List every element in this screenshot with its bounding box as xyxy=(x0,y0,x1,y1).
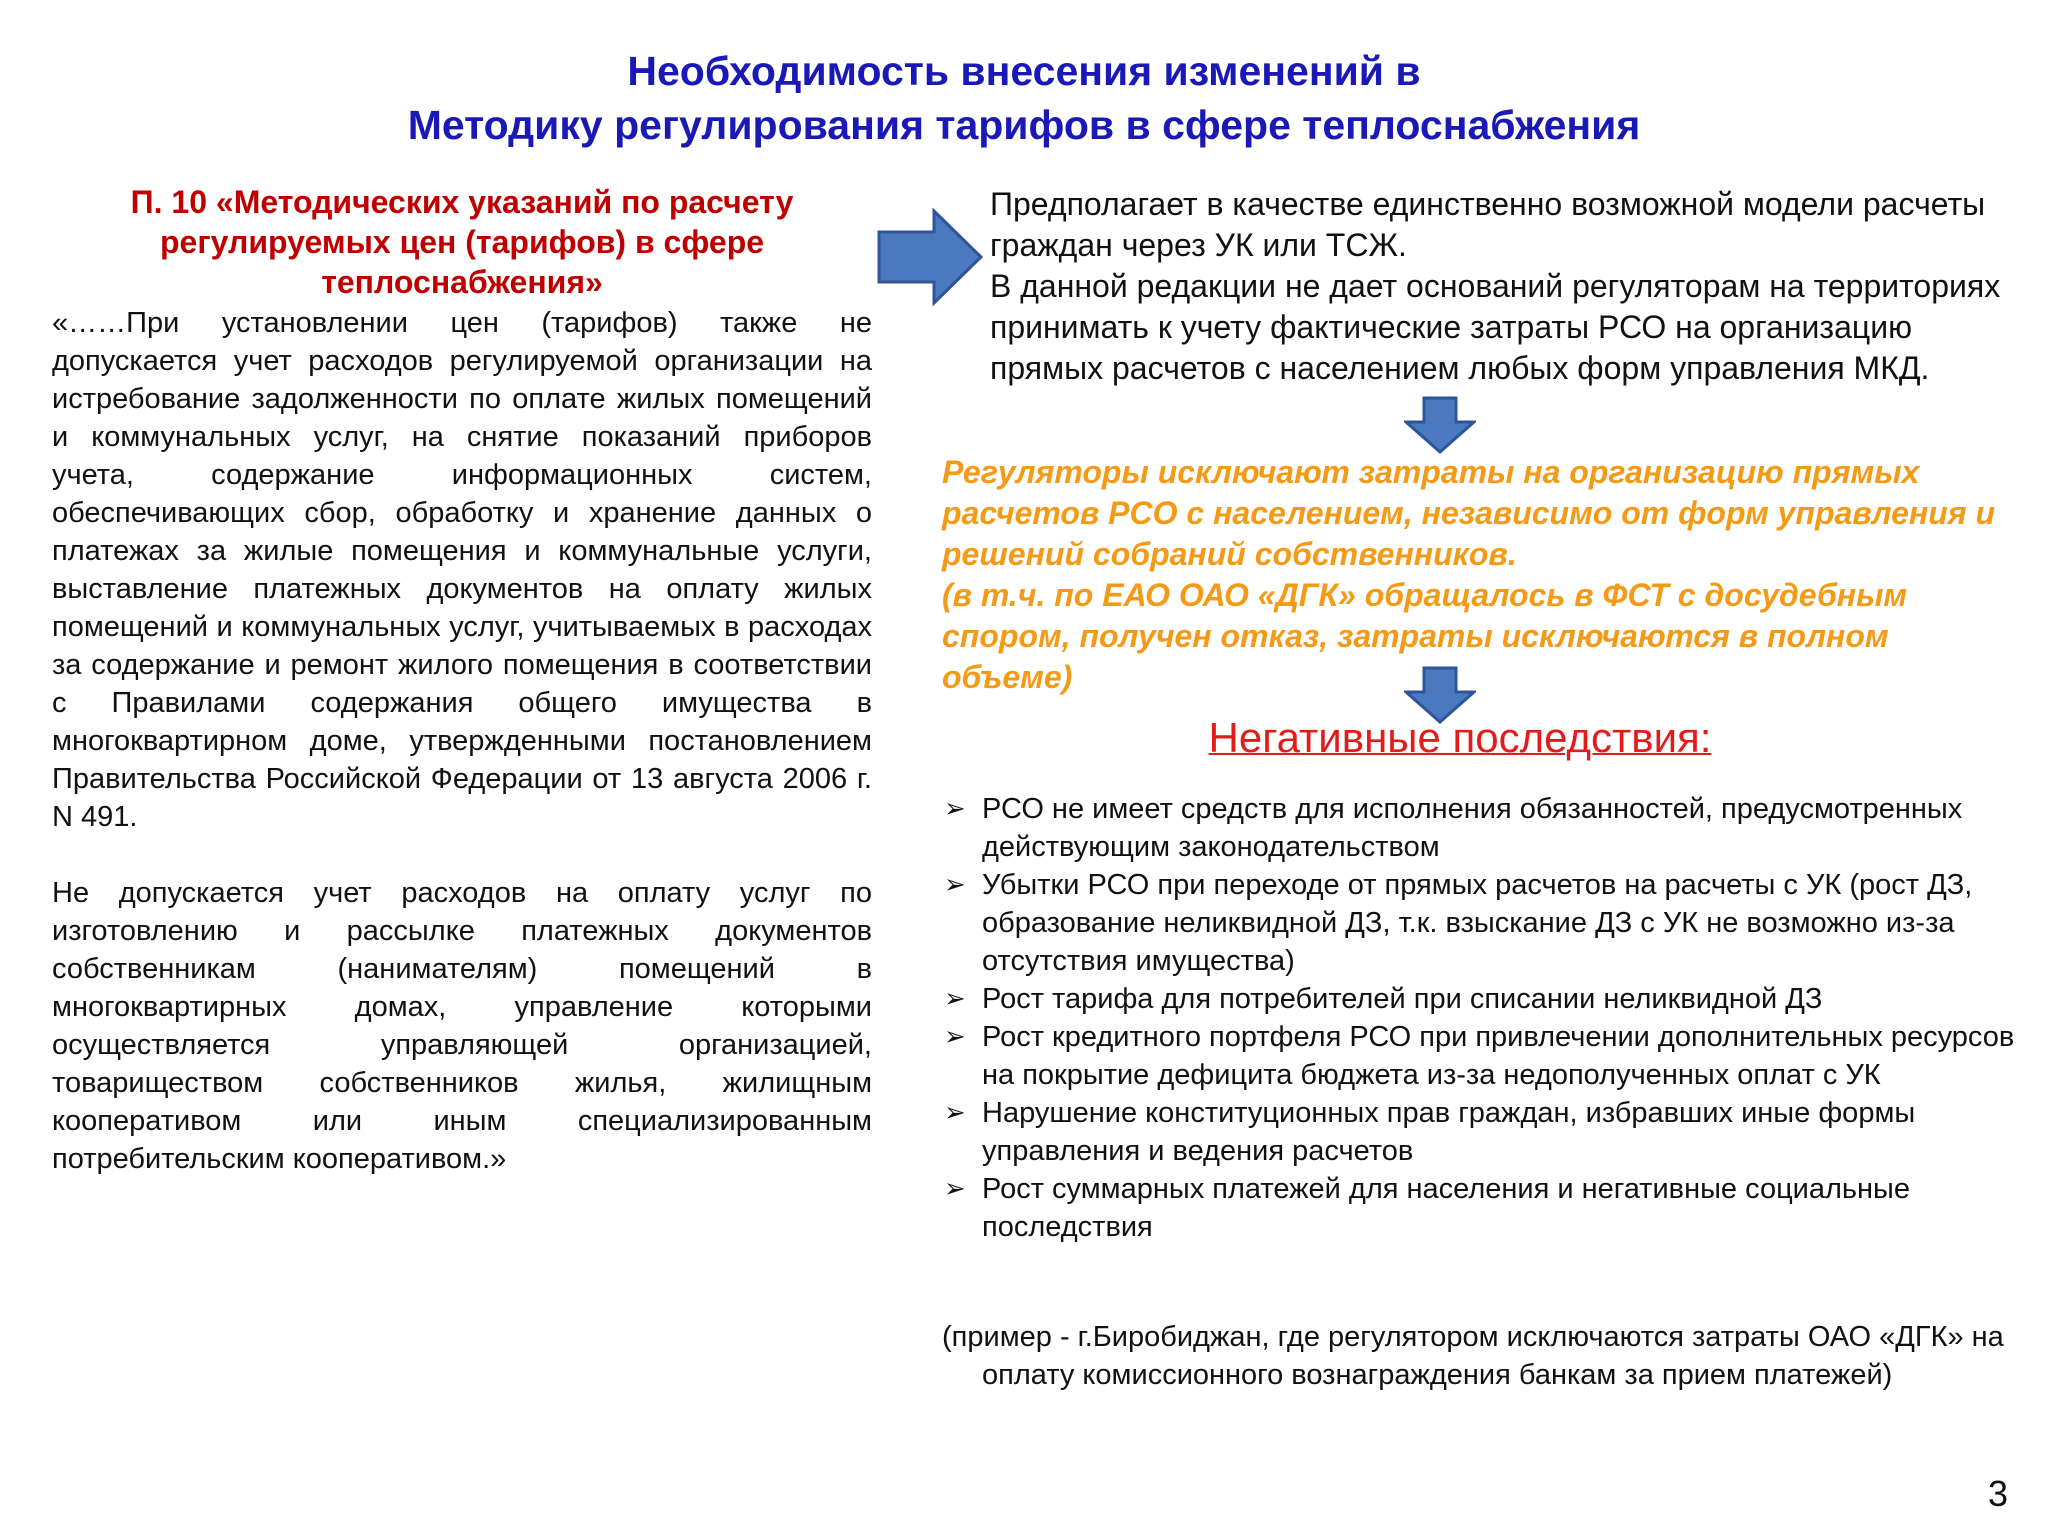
list-item xyxy=(942,980,2022,1018)
arrow-bullet-icon: ➢ xyxy=(944,794,966,824)
slide-title xyxy=(0,44,2048,152)
arrow-bullet-icon: ➢ xyxy=(944,1098,966,1128)
page-number: 3 xyxy=(1987,1473,2008,1514)
arrow-bullet-icon: ➢ xyxy=(944,1022,966,1052)
list-item-text: Рост тарифа для потребителей при списании неликвидной ДЗ xyxy=(982,983,1823,1015)
consequences-list xyxy=(942,790,2022,1246)
negative-consequences-heading xyxy=(1100,712,1820,764)
arrow-bullet-icon: ➢ xyxy=(944,984,966,1014)
intro-paragraph-2: В данной редакции не дает оснований регуляторам на территориях принимать к учету фактические затраты РСО на организацию прямых расчетов с населением любых форм управления МКД. xyxy=(990,268,2001,386)
intro-paragraph-1: Предполагает в качестве единственно возможной модели расчеты граждан через УК или ТСЖ. xyxy=(990,186,1986,263)
regulators-paragraph-2: (в т.ч. по ЕАО ОАО «ДГК» обращалось в ФСТ с досудебным спором, получен отказ, затраты исключаются в полном объеме) xyxy=(942,577,1908,695)
quote-paragraph-2: Не допускается учет расходов на оплату услуг по изготовлению и рассылке платежных документов собственникам (нанимателям) помещений в многоквартирных домах, управление которыми осуществляется управляющей организацией, товариществом собственников жилья, жилищным кооперативом или иным специализированным потребительским кооперативом.» xyxy=(52,877,872,1175)
arrow-bullet-icon: ➢ xyxy=(944,1174,966,1204)
left-heading: П. 10 «Методических указаний по расчету регулируемых цен (тарифов) в сфере теплоснабжения» xyxy=(130,184,794,300)
example-note: (пример - г.Биробиджан, где регулятором исключаются затраты ОАО «ДГК» на оплату комиссионного вознаграждения банкам за прием платежей) xyxy=(942,1321,2004,1391)
list-item xyxy=(942,1094,2022,1170)
list-item xyxy=(942,790,2022,866)
right-intro xyxy=(990,184,2010,389)
left-column xyxy=(52,182,872,1178)
right-arrow-icon xyxy=(876,208,984,306)
slide-title-line-2: Методику регулирования тарифов в сфере теплоснабжения xyxy=(407,102,1641,148)
down-arrow-icon xyxy=(1404,396,1476,454)
list-item-text: Убытки РСО при переходе от прямых расчетов на расчеты с УК (рост ДЗ, образование неликвидной ДЗ, т.к. взыскание ДЗ с УК не возможно из-за отсутствия имущества) xyxy=(982,869,1973,977)
quote-paragraph-1: «……При установлении цен (тарифов) также не допускается учет расходов регулируемой организации на истребование задолженности по оплате жилых помещений и коммунальных услуг, на снятие показаний приборов учета, содержание информационных систем, обеспечивающих сбор, обработку и хранение данных о платежах за жилые помещения и коммунальные услуги, выставление платежных документов на оплату жилых помещений и коммунальных услуг, учитываемых в расходах за содержание и ремонт жилого помещения в соответствии с Правилами содержания общего имущества в многоквартирном доме, утвержденными постановлением Правительства Российской Федерации от 13 августа 2006 г. N 491. xyxy=(52,307,872,833)
regulators-paragraph-1: Регуляторы исключают затраты на организацию прямых расчетов РСО с населением, независимо от форм управления и решений собраний собственников. xyxy=(942,454,1996,572)
list-item-text: Рост суммарных платежей для населения и негативные социальные последствия xyxy=(982,1173,1911,1243)
list-item xyxy=(942,866,2022,980)
list-item xyxy=(942,1018,2022,1094)
negative-consequences-heading-text: Негативные последствия: xyxy=(1208,714,1712,761)
list-item-text: Нарушение конституционных прав граждан, избравших иные формы управления и ведения расчетов xyxy=(982,1097,1916,1167)
arrow-bullet-icon: ➢ xyxy=(944,870,966,900)
list-item xyxy=(942,1170,2022,1246)
list-item-text: Рост кредитного портфеля РСО при привлечении дополнительных ресурсов на покрытие дефицита бюджета из-за недополученных оплат с УК xyxy=(982,1021,2015,1091)
slide-title-line-1: Необходимость внесения изменений в xyxy=(627,48,1421,94)
list-item-text: РСО не имеет средств для исполнения обязанностей, предусмотренных действующим законодательством xyxy=(982,793,1963,863)
regulators-note xyxy=(942,452,2022,698)
